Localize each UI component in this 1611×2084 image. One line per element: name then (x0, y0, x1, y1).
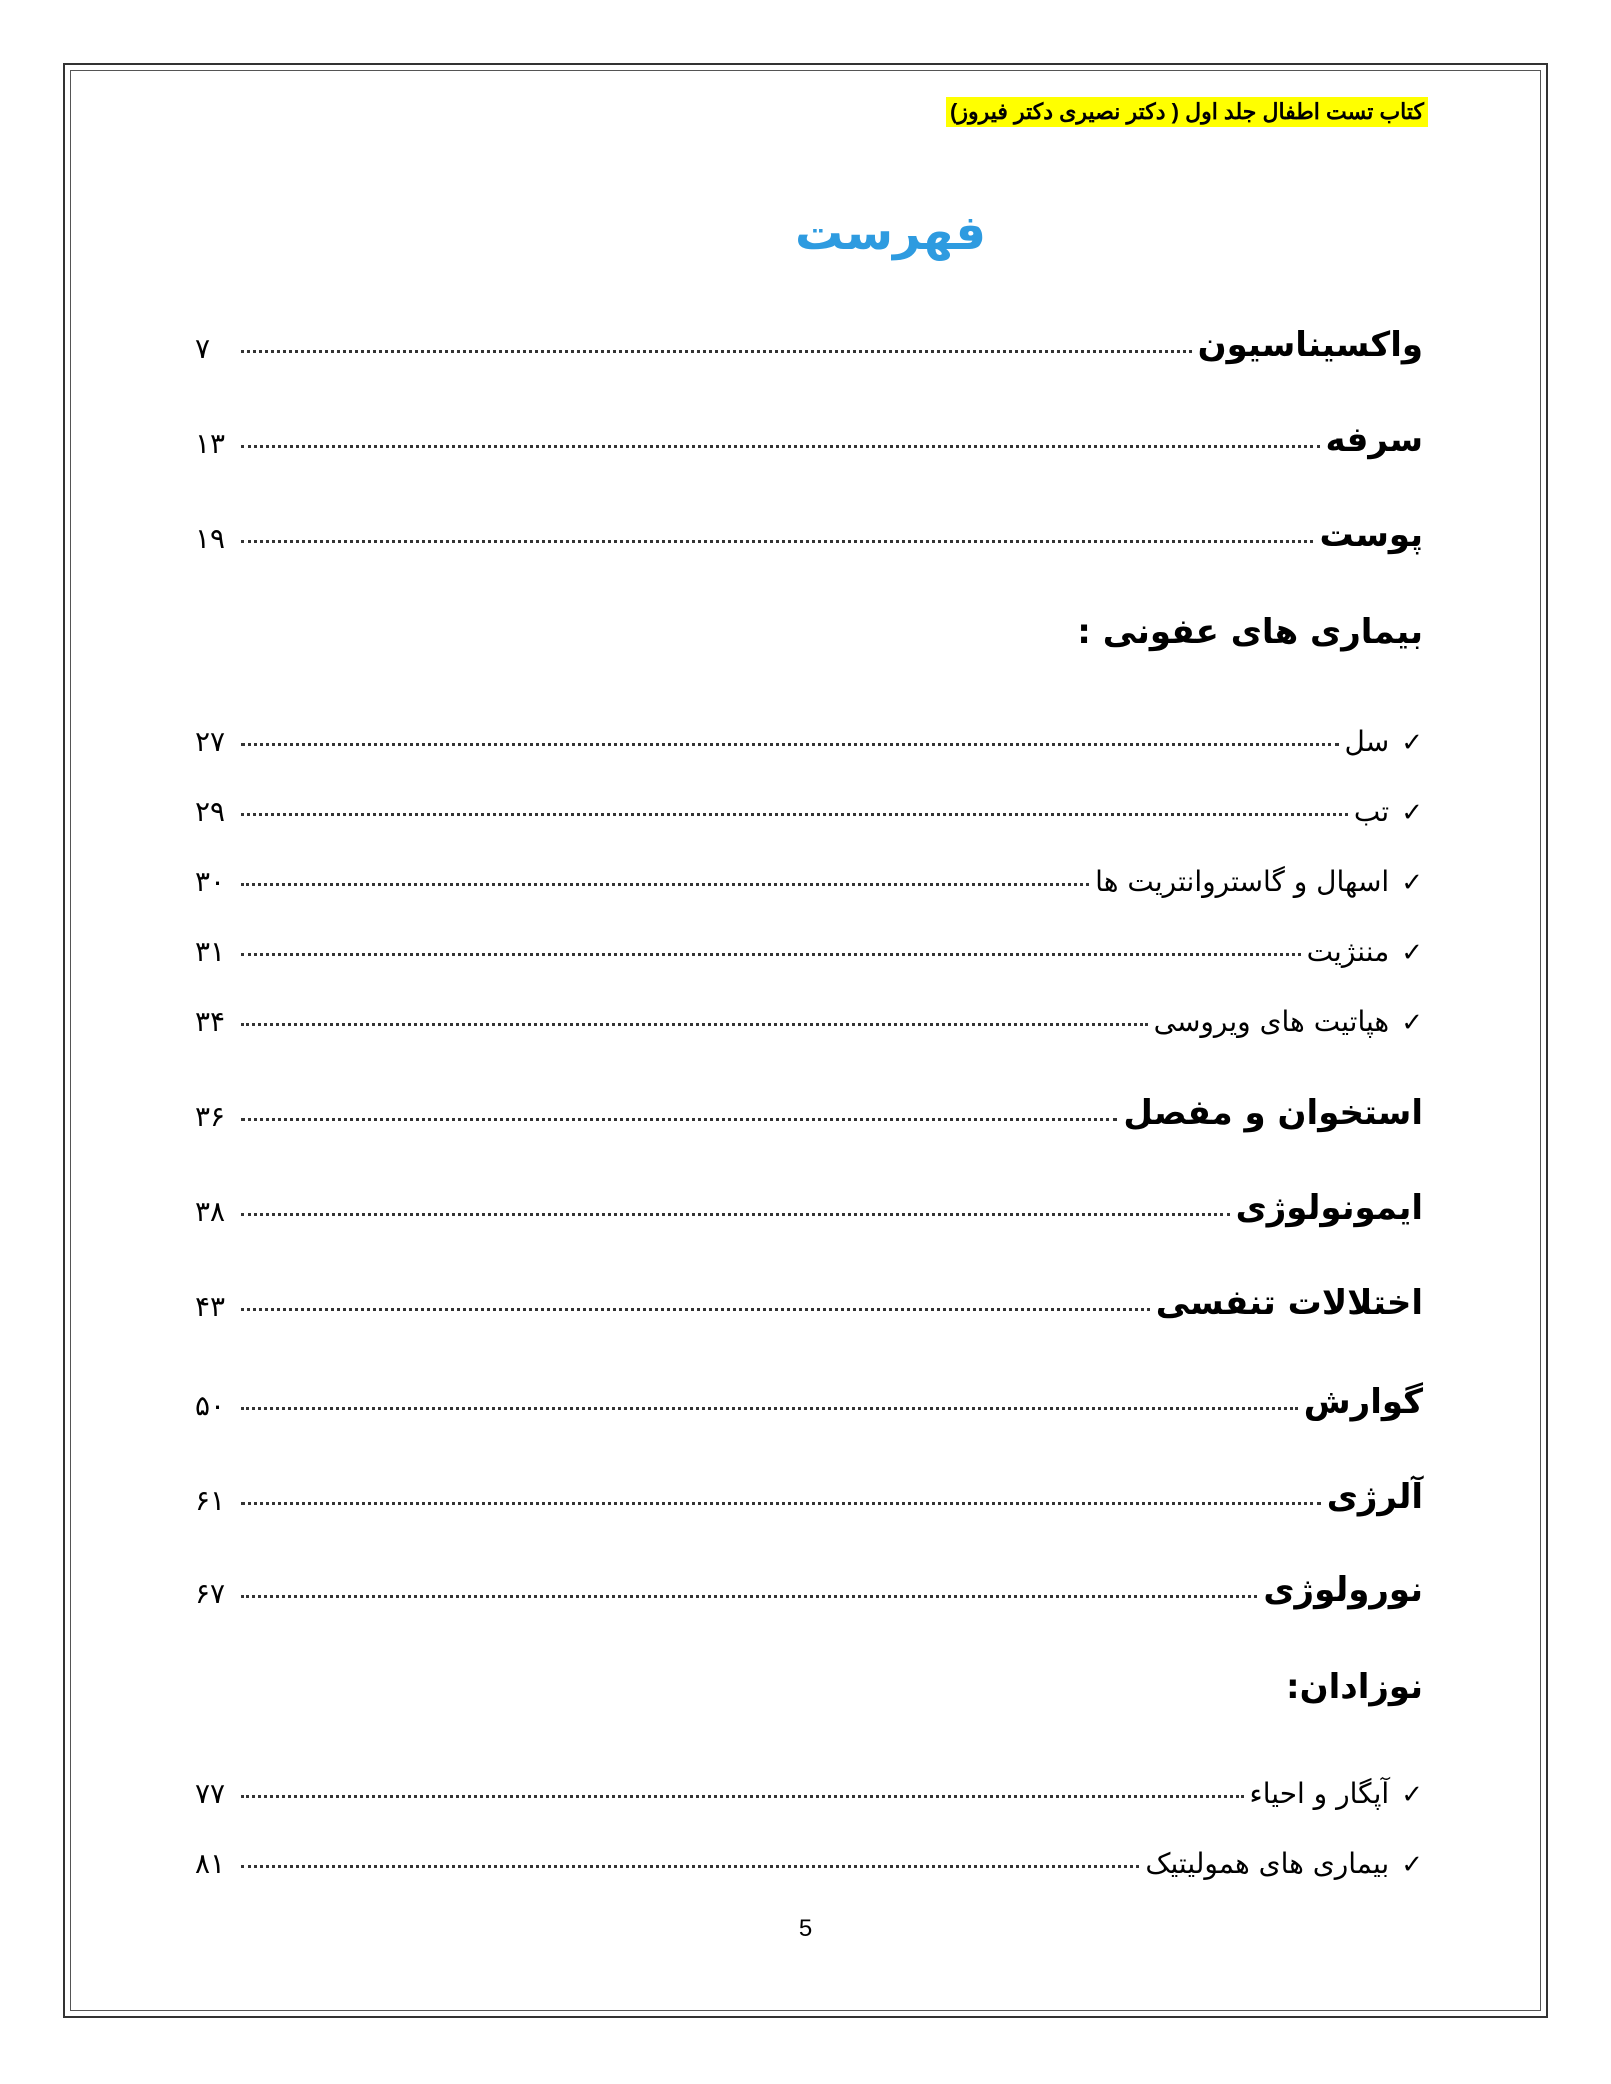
toc-entry[interactable] (195, 1178, 1423, 1228)
toc-leader-dots (241, 1023, 1148, 1026)
toc-entry-page: ۳۶ (195, 1100, 226, 1133)
toc-subentry-label: اسهال و گاستروانتریت ها (1095, 865, 1390, 898)
toc-subentry-label: مننژیت (1306, 935, 1390, 968)
toc-entry-label: نورولوژی (1263, 1570, 1423, 1610)
toc-entry[interactable] (195, 410, 1423, 460)
check-mark-icon: ✓ (1401, 938, 1423, 968)
check-mark-icon: ✓ (1401, 798, 1423, 828)
toc-subentry-label: آپگار و احیاء (1249, 1777, 1390, 1810)
check-mark-icon: ✓ (1401, 1008, 1423, 1038)
toc-subentry-page: ۲۷ (195, 725, 226, 758)
toc-subentry-page: ۲۹ (195, 795, 226, 828)
toc-entry[interactable] (195, 1083, 1423, 1133)
toc-entry-page: ۷ (195, 332, 211, 365)
page-number: 5 (798, 1915, 813, 1942)
toc-entry[interactable] (195, 315, 1423, 365)
toc-subentry-label: هپاتیت های ویروسی (1153, 1005, 1390, 1038)
toc-entry[interactable] (195, 505, 1423, 555)
toc-subentry-page: ۷۷ (195, 1777, 226, 1810)
toc-subentry[interactable] (195, 708, 1423, 758)
toc-subentry[interactable] (195, 918, 1423, 968)
toc-entry-label: سرفه (1325, 420, 1423, 460)
toc-subentry[interactable] (195, 848, 1423, 898)
toc-subentry[interactable] (195, 1760, 1423, 1810)
toc-subentry-label: بیماری های همولیتیک (1145, 1847, 1390, 1880)
toc-title: فهرست (795, 205, 986, 261)
toc-subentry[interactable] (195, 988, 1423, 1038)
toc-entry[interactable] (195, 1372, 1423, 1422)
toc-leader-dots (241, 445, 1320, 448)
toc-entry-label: آلرژی (1326, 1477, 1423, 1517)
toc-entry-label: پوست (1319, 515, 1423, 555)
toc-entry[interactable] (195, 1560, 1423, 1610)
toc-entry-page: ۵۰ (195, 1389, 226, 1422)
toc-subentry-page: ۳۰ (195, 865, 226, 898)
toc-subentry-label: سل (1344, 725, 1390, 758)
toc-leader-dots (241, 883, 1089, 886)
toc-subentry-label: تب (1353, 795, 1390, 828)
toc-leader-dots (241, 813, 1348, 816)
toc-entry-page: ۳۸ (195, 1195, 226, 1228)
toc-leader-dots (241, 1407, 1298, 1410)
toc-leader-dots (241, 350, 1192, 353)
toc-entry-label: ایمونولوژی (1235, 1188, 1423, 1228)
toc-entry-page: ۶۷ (195, 1577, 226, 1610)
toc-leader-dots (241, 1308, 1150, 1311)
toc-subentry[interactable] (195, 778, 1423, 828)
toc-subentry[interactable] (195, 1830, 1423, 1880)
toc-entry[interactable] (195, 1273, 1423, 1323)
toc-leader-dots (241, 1118, 1117, 1121)
toc-entry-label: واکسیناسیون (1197, 325, 1423, 365)
check-mark-icon: ✓ (1401, 728, 1423, 758)
book-header-note: کتاب تست اطفال جلد اول ( دکتر نصیری دکتر فیروز) (946, 97, 1428, 127)
toc-subentry-page: ۳۴ (195, 1005, 226, 1038)
toc-subentry-page: ۳۱ (195, 935, 226, 968)
check-mark-icon: ✓ (1401, 1780, 1423, 1810)
toc-section-heading: بیماری های عفونی : (1077, 612, 1423, 652)
toc-section-heading: نوزادان: (1285, 1667, 1423, 1707)
toc-entry-label: گوارش (1303, 1382, 1423, 1422)
check-mark-icon: ✓ (1401, 868, 1423, 898)
toc-leader-dots (241, 953, 1301, 956)
toc-leader-dots (241, 743, 1339, 746)
toc-entry-page: ۶۱ (195, 1484, 226, 1517)
toc-leader-dots (241, 1865, 1139, 1868)
toc-leader-dots (241, 1595, 1257, 1598)
toc-leader-dots (241, 540, 1313, 543)
toc-entry-label: اختلالات تنفسی (1155, 1283, 1423, 1323)
toc-leader-dots (241, 1213, 1230, 1216)
toc-entry[interactable] (195, 1467, 1423, 1517)
check-mark-icon: ✓ (1401, 1850, 1423, 1880)
toc-leader-dots (241, 1795, 1244, 1798)
toc-subentry-page: ۸۱ (195, 1847, 226, 1880)
toc-entry-page: ۱۹ (195, 522, 226, 555)
toc-entry-page: ۴۳ (195, 1290, 226, 1323)
toc-leader-dots (241, 1502, 1321, 1505)
toc-entry-label: استخوان و مفصل (1123, 1093, 1423, 1133)
toc-entry-page: ۱۳ (195, 427, 226, 460)
